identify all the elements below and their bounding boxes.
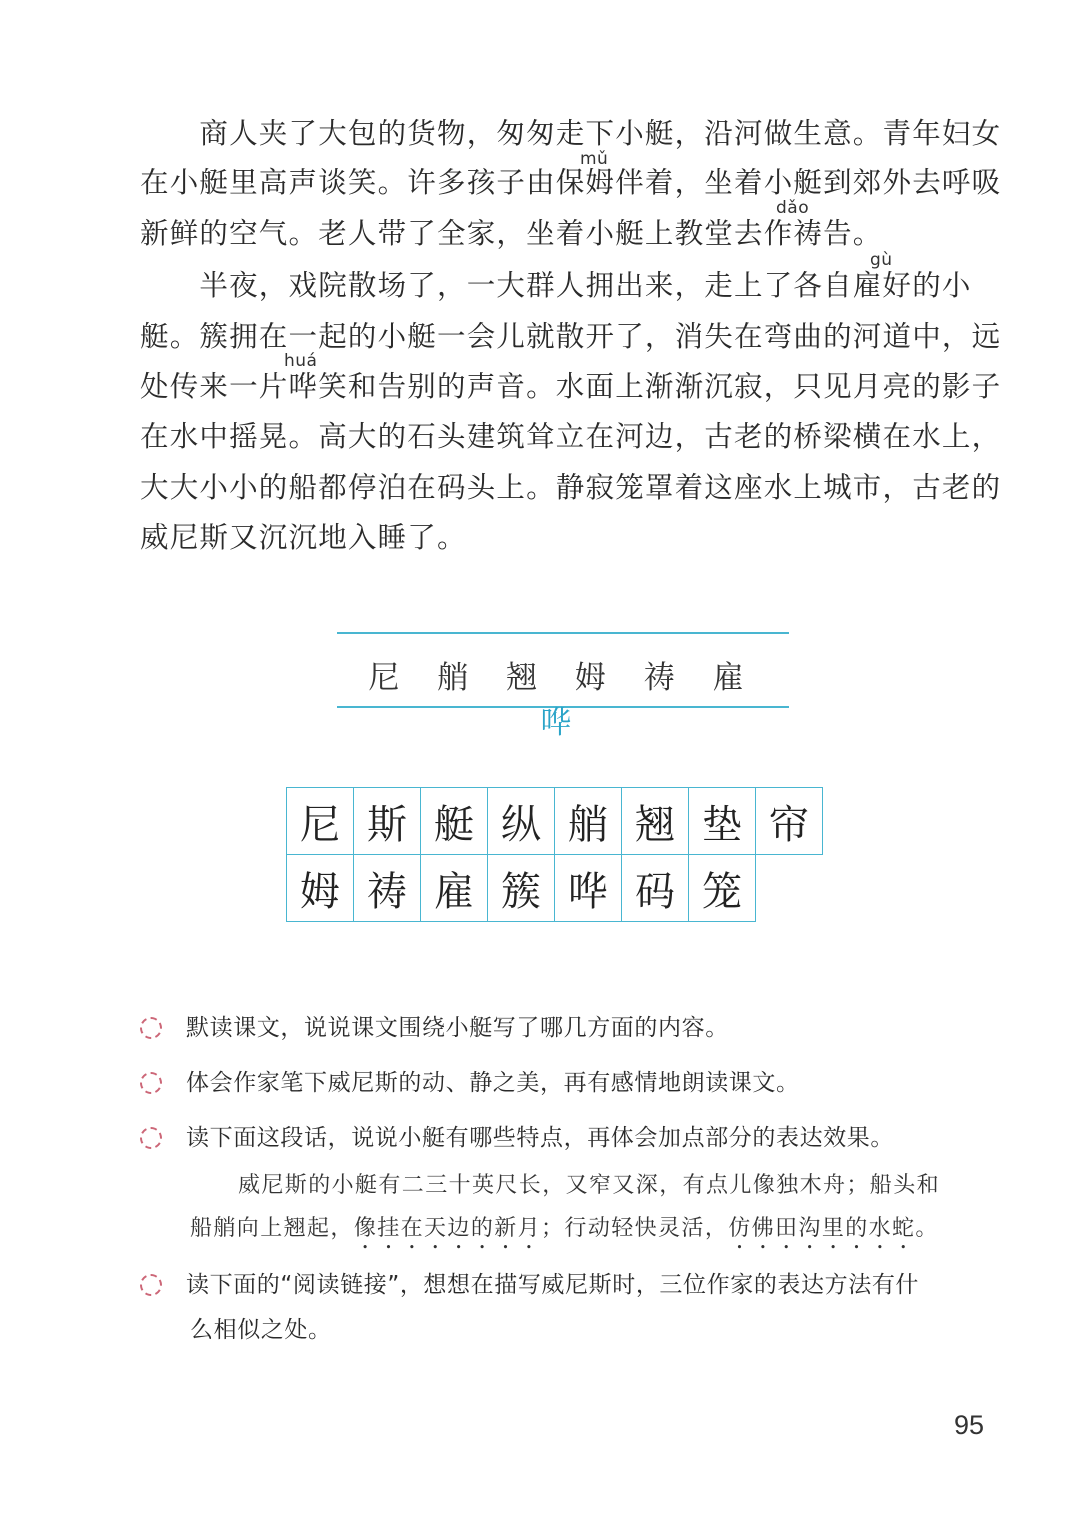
write-char: 斯 bbox=[354, 788, 421, 855]
write-char: 纵 bbox=[488, 788, 555, 855]
emphasized-phrase: 仿佛田沟里的水蛇 bbox=[728, 1216, 916, 1241]
write-char: 帘 bbox=[756, 788, 823, 855]
quote-text: ；行动轻快灵活， bbox=[541, 1216, 729, 1241]
passage-line-7: 在水中摇晃。高大的石头建筑耸立在河边，古老的桥梁横在水上， bbox=[140, 420, 1002, 453]
question-4-text: 读下面的“阅读链接”，想想在描写威尼斯时，三位作家的表达方法有什 bbox=[186, 1272, 920, 1298]
passage-line-1: 商人夹了大包的货物，匆匆走下小艇，沿河做生意。青年妇女 bbox=[140, 117, 1002, 150]
pinyin-mu: mǔ bbox=[580, 149, 609, 169]
question-2 bbox=[140, 1064, 1000, 1097]
write-char: 祷 bbox=[354, 855, 421, 922]
question-1 bbox=[140, 1009, 1000, 1042]
quote-text: 。 bbox=[915, 1216, 939, 1241]
write-char: 簇 bbox=[488, 855, 555, 922]
recognize-words-black: 尼 艄 翘 姆 祷 雇 bbox=[368, 660, 758, 696]
question-3 bbox=[140, 1119, 1000, 1152]
question-4-cont bbox=[190, 1311, 1050, 1344]
write-char: 艇 bbox=[421, 788, 488, 855]
write-char: 码 bbox=[622, 855, 689, 922]
exercise-circle-icon bbox=[140, 1127, 162, 1149]
quote-text: 船艄向上翘起， bbox=[190, 1216, 354, 1241]
passage-line-5: 艇。簇拥在一起的小艇一会儿就散开了，消失在弯曲的河道中，远 bbox=[140, 320, 1002, 353]
grid-empty-cell bbox=[756, 855, 823, 922]
pinyin-gu: gù bbox=[870, 250, 893, 270]
passage-line-6: 处传来一片哗笑和告别的声音。水面上渐渐沉寂，只见月亮的影子 bbox=[140, 370, 1002, 403]
passage-line-8: 大大小小的船都停泊在码头上。静寂笼罩着这座水上城市，古老的 bbox=[140, 471, 1002, 504]
write-char: 笼 bbox=[689, 855, 756, 922]
question-2-text: 体会作家笔下威尼斯的动、静之美，再有感情地朗读课文。 bbox=[186, 1070, 800, 1096]
write-char: 雇 bbox=[421, 855, 488, 922]
pinyin-dao: dǎo bbox=[776, 198, 810, 218]
write-char: 尼 bbox=[287, 788, 354, 855]
write-chars-row-1 bbox=[287, 788, 823, 855]
quote-line-2 bbox=[190, 1211, 990, 1254]
exercise-circle-icon bbox=[140, 1017, 162, 1039]
write-chars-row-2 bbox=[287, 855, 823, 922]
write-char: 哗 bbox=[555, 855, 622, 922]
question-3-text: 读下面这段话，说说小艇有哪些特点，再体会加点部分的表达效果。 bbox=[186, 1125, 894, 1151]
passage-line-9: 威尼斯又沉沉地入睡了。 bbox=[140, 521, 467, 554]
quote-line-1 bbox=[238, 1168, 1038, 1199]
pinyin-hua: huá bbox=[284, 351, 318, 371]
write-chars-grid bbox=[286, 787, 823, 922]
recognize-words-box bbox=[337, 632, 789, 741]
emphasized-phrase: 像挂在天边的新月 bbox=[353, 1216, 542, 1241]
write-char: 艄 bbox=[555, 788, 622, 855]
question-4 bbox=[140, 1266, 1000, 1299]
recognize-words-row bbox=[337, 652, 789, 742]
exercise-circle-icon bbox=[140, 1274, 162, 1296]
quote-text: 威尼斯的小艇有二三十英尺长，又窄又深，有点儿像独木舟；船头和 bbox=[238, 1173, 941, 1198]
recognize-words-blue: 哗 bbox=[540, 705, 586, 741]
write-char: 翘 bbox=[622, 788, 689, 855]
write-char: 姆 bbox=[287, 855, 354, 922]
exercise-circle-icon bbox=[140, 1072, 162, 1094]
passage-line-3: 新鲜的空气。老人带了全家，坐着小艇上教堂去作祷告。 bbox=[140, 217, 883, 250]
page-number: 95 bbox=[954, 1410, 985, 1440]
write-char: 垫 bbox=[689, 788, 756, 855]
question-4-text-cont: 么相似之处。 bbox=[190, 1317, 332, 1343]
passage-line-2: 在小艇里高声谈笑。许多孩子由保姆伴着，坐着小艇到郊外去呼吸 bbox=[140, 166, 1002, 199]
passage-line-4: 半夜，戏院散场了，一大群人拥出来，走上了各自雇好的小 bbox=[140, 269, 972, 302]
question-1-text: 默读课文，说说课文围绕小艇写了哪几方面的内容。 bbox=[186, 1015, 729, 1041]
